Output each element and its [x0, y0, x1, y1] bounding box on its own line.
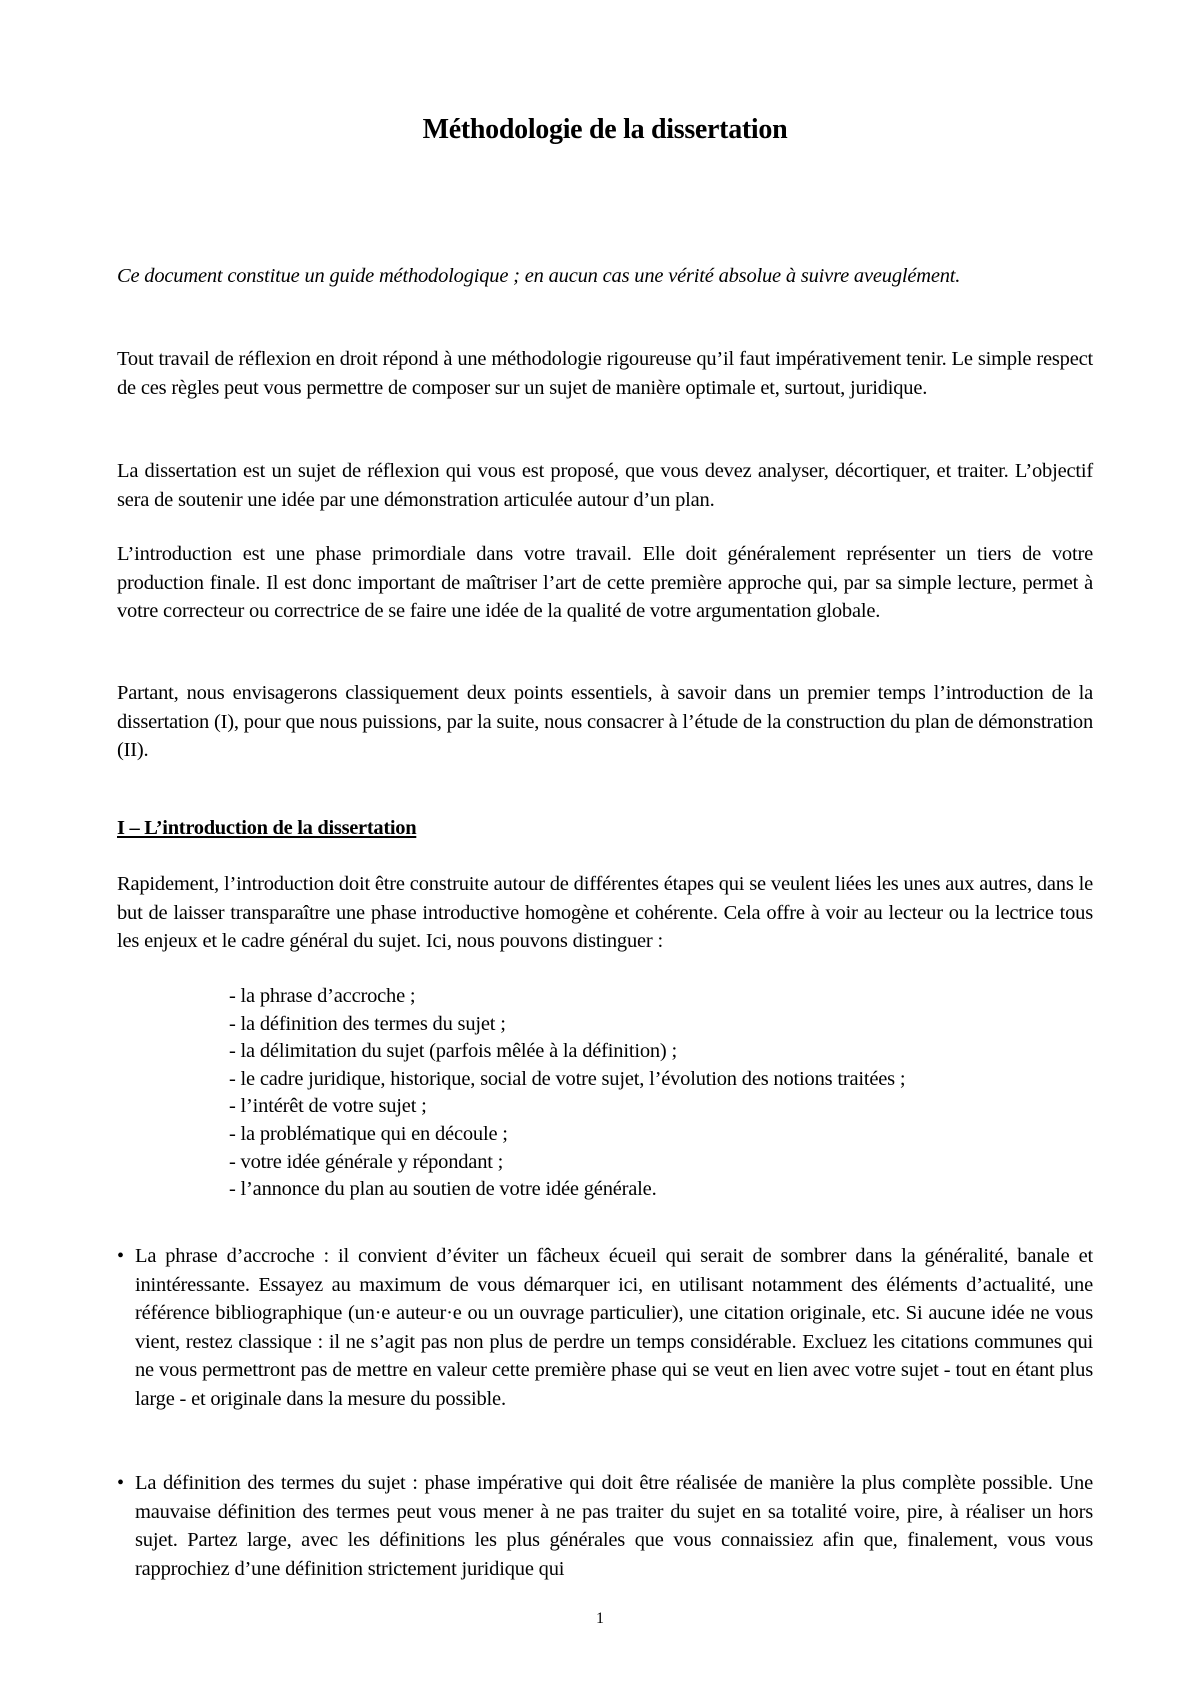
section-heading: I – L’introduction de la dissertation — [117, 817, 417, 839]
list-item: - la phrase d’accroche ; — [229, 985, 416, 1007]
list-item: - la problématique qui en découle ; — [229, 1122, 508, 1145]
list-item: - l’annonce du plan au soutien de votre idée générale. — [229, 1178, 657, 1201]
list-item: - votre idée générale y répondant ; — [229, 1150, 504, 1173]
disclaimer-paragraph: Ce document constitue un guide méthodologique ; en aucun cas une vérité absolue à suivre aveuglément. — [117, 265, 961, 287]
section-intro-paragraph: Rapidement, l’introduction doit être construite autour de différentes étapes qui se veulent liées les unes aux autres, dans le but de laisser transparaître une phase introductive homogène et cohérente. Cela offre à voir au lecteur ou la lectrice tous les enjeux et le cadre général du sujet. Ici, nous pouvons distinguer : — [117, 873, 1093, 952]
page-number: 1 — [596, 1610, 604, 1627]
paragraph-3: L’introduction est une phase primordiale dans votre travail. Elle doit généralement représenter un tiers de votre production finale. Il est donc important de maîtriser l’art de cette première approche qui, par sa simple lecture, permet à votre correcteur ou correctrice de se faire une idée de la qualité de votre argumentation globale. — [117, 543, 1093, 622]
list-item: - la délimitation du sujet (parfois mêlée à la définition) ; — [229, 1040, 677, 1063]
list-item: - l’intérêt de votre sujet ; — [229, 1095, 427, 1118]
paragraph-2: La dissertation est un sujet de réflexion qui vous est proposé, que vous devez analyser, décortiquer, et traiter. L’objectif sera de soutenir une idée par une démonstration articulée autour d’un plan. — [117, 460, 1093, 511]
bullet-text: La phrase d’accroche : il convient d’éviter un fâcheux écueil qui serait de sombrer dans la généralité, banale et inintéressante. Essayez au maximum de vous démarquer ici, en utilisant notamment des éléments d’actualité, une référence bibliographique (un·e auteur·e ou un ouvrage particulier), une citation originale, etc. Si aucune idée ne vous vient, restez classique : il ne s’agit pas non plus de perdre un temps considérable. Excluez les citations communes qui ne vous permettront pas de mettre en valeur cette première phase qui se veut en lien avec votre sujet - tout en étant plus large - et originale dans la mesure du possible. — [135, 1245, 1093, 1410]
bullet-text: La définition des termes du sujet : phase impérative qui doit être réalisée de manière la plus complète possible. Une mauvaise définition des termes peut vous mener à ne pas traiter du sujet en sa totalité voire, pire, à réaliser un hors sujet. Partez large, avec les définitions les plus générales que vous connaissiez afin que, finalement, vous vous rapprochiez d’une définition strictement juridique qui — [135, 1472, 1093, 1580]
list-item: - la définition des termes du sujet ; — [229, 1012, 506, 1035]
bullet-icon: • — [117, 1245, 125, 1267]
bullet-icon: • — [117, 1472, 125, 1494]
paragraph-4: Partant, nous envisagerons classiquement deux points essentiels, à savoir dans un premier temps l’introduction de la dissertation (I), pour que nous puissions, par la suite, nous consacrer à l’étude de la construction du plan de démonstration (II). — [117, 682, 1093, 761]
introduction-steps-list — [229, 983, 905, 1204]
paragraph-1: Tout travail de réflexion en droit répond à une méthodologie rigoureuse qu’il faut impérativement tenir. Le simple respect de ces règles peut vous permettre de composer sur un sujet de manière optimale et, surtout, juridique. — [117, 348, 1093, 399]
list-item: - le cadre juridique, historique, social de votre sujet, l’évolution des notions traitées ; — [229, 1067, 906, 1090]
document-title: Méthodologie de la dissertation — [422, 114, 788, 145]
